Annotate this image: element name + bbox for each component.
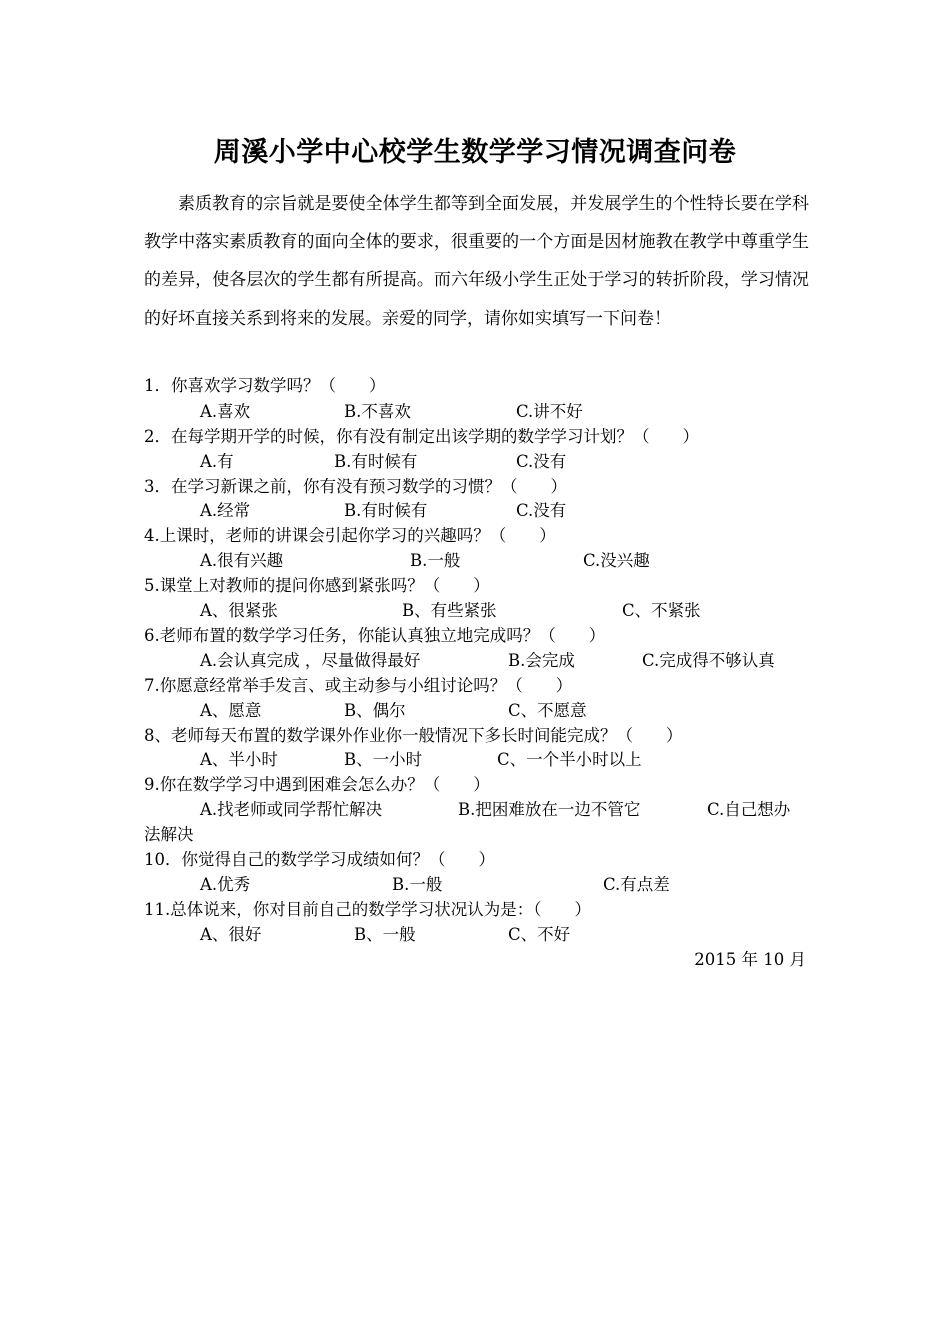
intro-paragraph — [144, 185, 809, 338]
option-6a: A.会认真完成 ，尽量做得最好 — [200, 651, 421, 670]
option-1c: C.讲不好 — [516, 402, 583, 421]
question-1: 1．你喜欢学习数学吗？（ ） — [144, 376, 386, 395]
survey-date: 2015 年 10 月 — [694, 950, 806, 969]
option-8c: C、一个半小时以上 — [497, 750, 642, 769]
option-5a: A、很紧张 — [200, 601, 278, 620]
option-7a: A、愿意 — [200, 701, 262, 720]
option-9c-continuation: 法解决 — [144, 825, 194, 844]
question-3: 3．在学习新课之前，你有没有预习数学的习惯？（ ） — [144, 477, 567, 496]
option-5c: C、不紧张 — [622, 601, 701, 620]
question-2: 2．在每学期开学的时候，你有没有制定出该学期的数学学习计划？（ ） — [144, 427, 699, 446]
option-11b: B、一般 — [354, 925, 416, 944]
option-4a: A.很有兴趣 — [200, 551, 284, 570]
option-4c: C.没兴趣 — [583, 551, 650, 570]
question-6: 6.老师布置的数学学习任务，你能认真独立地完成吗？（ ） — [144, 626, 606, 645]
question-7: 7.你愿意经常举手发言、或主动参与小组讨论吗？（ ） — [144, 676, 573, 695]
option-10a: A.优秀 — [200, 875, 251, 894]
question-4: 4.上课时，老师的讲课会引起你学习的兴趣吗？（ ） — [144, 526, 556, 545]
option-11c: C、不好 — [508, 925, 571, 944]
question-9: 9.你在数学学习中遇到困难会怎么办？（ ） — [144, 775, 490, 794]
option-7b: B、偶尔 — [344, 701, 406, 720]
option-2a: A.有 — [200, 452, 234, 471]
page-title: 周溪小学中心校学生数学学习情况调查问卷 — [213, 137, 737, 168]
question-5: 5.课堂上对教师的提问你感到紧张吗？（ ） — [144, 576, 490, 595]
option-9c: C.自己想办 — [707, 800, 791, 819]
question-10: 10．你觉得自己的数学学习成绩如何？（ ） — [144, 850, 495, 869]
option-6b: B.会完成 — [508, 651, 575, 670]
option-10b: B.一般 — [392, 875, 443, 894]
option-5b: B、有些紧张 — [402, 601, 497, 620]
option-4b: B.一般 — [410, 551, 461, 570]
option-8b: B、一小时 — [344, 750, 423, 769]
option-11a: A、很好 — [200, 925, 262, 944]
question-8: 8、老师每天布置的数学课外作业你一般情况下多长时间能完成？（ ） — [144, 726, 683, 745]
option-3a: A.经常 — [200, 501, 251, 520]
option-7c: C、不愿意 — [508, 701, 587, 720]
option-9a: A.找老师或同学帮忙解决 — [200, 800, 383, 819]
option-2b: B.有时候有 — [334, 452, 418, 471]
option-3b: B.有时候有 — [344, 501, 428, 520]
option-6c: C.完成得不够认真 — [642, 651, 775, 670]
option-8a: A、半小时 — [200, 750, 278, 769]
option-10c: C.有点差 — [603, 875, 670, 894]
intro-text: 素质教育的宗旨就是要使全体学生都等到全面发展，并发展学生的个性特长要在学科教学中落实素质教育的面向全体的要求，很重要的一个方面是因材施教在教学中尊重学生的差异，使各层次的学生都有所提高。而六年级小学生正处于学习的转折阶段，学习情况的好坏直接关系到将来的发展。亲爱的同学，请你如实填写一下问卷！ — [144, 194, 809, 329]
option-9b: B.把困难放在一边不管它 — [458, 800, 641, 819]
option-2c: C.没有 — [516, 452, 567, 471]
option-1a: A.喜欢 — [200, 402, 251, 421]
option-1b: B.不喜欢 — [344, 402, 411, 421]
option-3c: C.没有 — [516, 501, 567, 520]
question-11: 11.总体说来，你对目前自己的数学学习状况认为是：（ ） — [144, 900, 591, 919]
